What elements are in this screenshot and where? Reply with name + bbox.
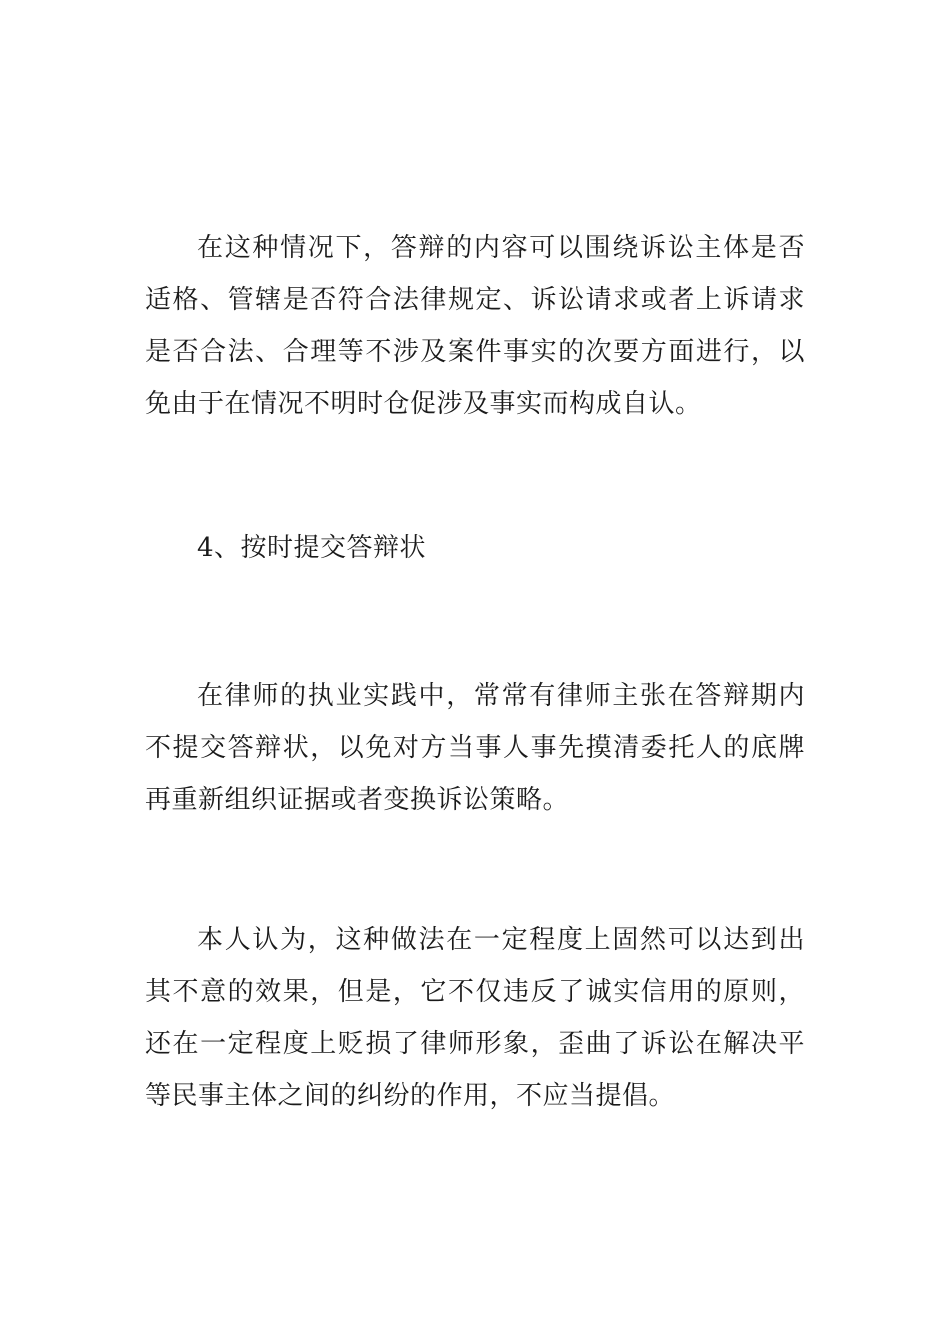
body-paragraph: 在这种情况下，答辩的内容可以围绕诉讼主体是否适格、管辖是否符合法律规定、诉讼请求或者上诉请求是否合法、合理等不涉及案件事实的次要方面进行，以免由于在情况不明时仓促涉及事实而构成自认。 (145, 233, 805, 419)
body-paragraph: 在律师的执业实践中，常常有律师主张在答辩期内不提交答辩状，以免对方当事人事先摸清委托人的底牌再重新组织证据或者变换诉讼策略。 (145, 681, 805, 815)
body-paragraph: 本人认为，这种做法在一定程度上固然可以达到出其不意的效果，但是，它不仅违反了诚实信用的原则，还在一定程度上贬损了律师形象，歪曲了诉讼在解决平等民事主体之间的纠纷的作用，不应当提倡。 (145, 925, 805, 1111)
section-heading: 4、按时提交答辩状 (197, 533, 427, 563)
